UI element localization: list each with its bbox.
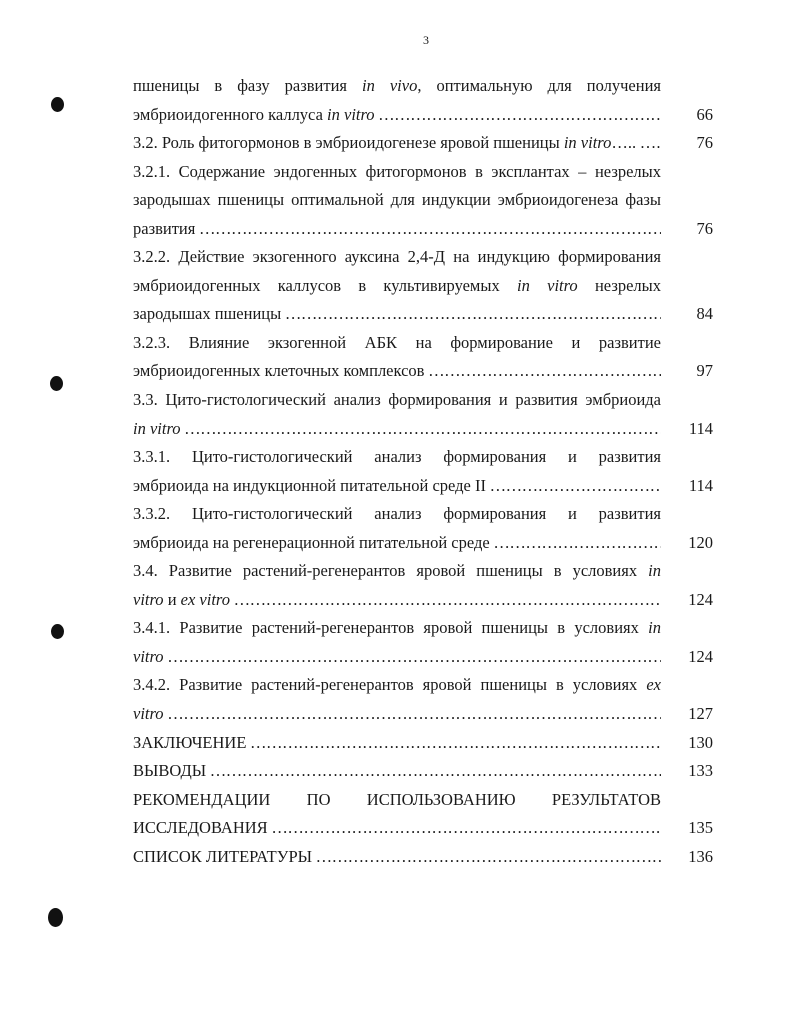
toc-text: зародышах пшеницы оптимальной для индукции эмбриоидогенеза фазы <box>133 190 661 210</box>
toc-entry-text <box>133 300 661 329</box>
toc-text: и <box>163 589 181 609</box>
toc-entry-text <box>133 586 661 615</box>
toc-line <box>133 243 713 272</box>
toc-line <box>133 500 713 529</box>
toc-page-number: 97 <box>696 361 713 381</box>
toc-line <box>133 215 713 244</box>
toc-page-number: 114 <box>688 418 713 438</box>
toc-line <box>133 386 713 415</box>
toc-text: ИССЛЕДОВАНИЯ <box>133 818 268 838</box>
toc-line <box>133 586 713 615</box>
toc-line <box>133 843 713 872</box>
toc-line <box>133 643 713 672</box>
toc-entry-text <box>133 272 661 301</box>
toc-entry-text <box>133 729 661 758</box>
toc-line <box>133 700 713 729</box>
toc-text: незрелых <box>577 275 661 295</box>
toc-page-number: 76 <box>696 218 713 238</box>
toc-page-number: 130 <box>688 732 713 752</box>
toc-italic-text: ex vitro <box>180 589 230 609</box>
toc-line <box>133 101 713 130</box>
binding-hole-1 <box>51 97 64 112</box>
toc-entry-text <box>133 357 661 386</box>
binding-hole-2 <box>50 376 63 391</box>
toc-line <box>133 729 713 758</box>
toc-line <box>133 557 713 586</box>
toc-line <box>133 357 713 386</box>
binding-hole-3 <box>51 624 64 639</box>
toc-page-number: 127 <box>688 704 713 724</box>
toc-text: зародышах пшеницы <box>133 304 282 324</box>
toc-entry-text <box>133 700 661 729</box>
toc-entry-text <box>133 386 661 415</box>
toc-text: 3.2.1. Содержание эндогенных фитогормонов в эксплантах – незрелых <box>133 161 661 181</box>
toc-italic-text: in vitro <box>327 104 375 124</box>
toc-text: 3.4.1. Развитие растений-регенерантов яровой пшеницы в условиях <box>133 618 649 638</box>
toc-page-number: 135 <box>688 818 713 838</box>
toc-text: 3.3.1. Цито-гистологический анализ формирования и развития <box>133 447 661 467</box>
toc-text: РЕКОМЕНДАЦИИ ПО ИСПОЛЬЗОВАНИЮ РЕЗУЛЬТАТОВ <box>133 789 661 809</box>
toc-page-number: 136 <box>688 846 713 866</box>
toc-entry-text <box>133 443 661 472</box>
toc-text: эмбриоида на регенерационной питательной среде <box>133 532 490 552</box>
toc-text: 3.4. Развитие растений-регенерантов яровой пшеницы в условиях <box>133 561 649 581</box>
toc-line <box>133 671 713 700</box>
toc-text: 3.2. Роль фитогормонов в эмбриоидогенезе яровой пшеницы <box>133 133 564 153</box>
toc-italic-text: vitro <box>133 704 164 724</box>
toc-entry-text <box>133 643 661 672</box>
toc-line <box>133 529 713 558</box>
toc-italic-text: in vitro <box>133 418 181 438</box>
toc-entry-text <box>133 814 661 843</box>
toc-line <box>133 614 713 643</box>
table-of-contents <box>133 72 713 871</box>
toc-page-number: 133 <box>688 761 713 781</box>
toc-page-number: 114 <box>688 475 713 495</box>
toc-text: ВЫВОДЫ <box>133 761 207 781</box>
binding-hole-4 <box>48 908 63 927</box>
toc-text: эмбриоидогенного каллуса <box>133 104 328 124</box>
toc-text: 3.3. Цито-гистологический анализ формирования и развития эмбриоида <box>133 390 661 410</box>
toc-entry-text <box>133 158 661 187</box>
toc-line <box>133 443 713 472</box>
toc-italic-text: in vitro <box>517 275 578 295</box>
toc-entry-text <box>133 415 661 444</box>
toc-line <box>133 272 713 301</box>
toc-text: ….. <box>611 133 637 153</box>
toc-line <box>133 415 713 444</box>
toc-entry-text <box>133 786 661 815</box>
toc-line <box>133 129 713 158</box>
toc-text: 3.4.2. Развитие растений-регенерантов яровой пшеницы в условиях <box>133 675 647 695</box>
toc-text: эмбриоида на индукционной питательной среде II <box>133 475 486 495</box>
toc-text: СПИСОК ЛИТЕРАТУРЫ <box>133 846 313 866</box>
toc-text: ЗАКЛЮЧЕНИЕ <box>133 732 247 752</box>
toc-italic-text: vitro <box>133 646 164 666</box>
toc-entry-text <box>133 671 661 700</box>
toc-text: 3.3.2. Цито-гистологический анализ формирования и развития <box>133 504 661 524</box>
toc-text: развития <box>133 218 196 238</box>
toc-italic-text: in vivo <box>362 76 418 95</box>
toc-line <box>133 158 713 187</box>
toc-text: 3.2.2. Действие экзогенного ауксина 2,4-Д на индукцию формирования <box>133 247 661 267</box>
toc-line <box>133 757 713 786</box>
toc-italic-text: in vitro <box>563 133 612 153</box>
toc-entry-text <box>133 757 661 786</box>
toc-italic-text: in <box>648 618 661 638</box>
toc-entry-text <box>133 472 661 501</box>
toc-entry-text <box>133 614 661 643</box>
toc-entry-text <box>133 186 661 215</box>
toc-text: эмбриоидогенных клеточных комплексов <box>133 361 425 381</box>
toc-line <box>133 329 713 358</box>
toc-italic-text: in <box>648 561 661 581</box>
toc-entry-text <box>133 329 661 358</box>
toc-entry-text <box>133 243 661 272</box>
toc-entry-text <box>133 101 661 130</box>
toc-italic-text: vitro <box>133 589 164 609</box>
toc-text: , оптимальную для получения <box>417 76 661 95</box>
toc-line <box>133 186 713 215</box>
toc-line <box>133 300 713 329</box>
toc-page-number: 84 <box>696 304 713 324</box>
toc-entry-text <box>133 843 661 872</box>
toc-text: эмбриоидогенных каллусов в культивируемых <box>133 275 517 295</box>
toc-entry-text <box>133 72 661 101</box>
toc-page-number: 120 <box>688 532 713 552</box>
toc-entry-text <box>133 557 661 586</box>
toc-text: 3.2.3. Влияние экзогенной АБК на формирование и развитие <box>133 332 661 352</box>
toc-page-number: 124 <box>688 589 713 609</box>
page-number: 3 <box>423 33 429 47</box>
toc-page-number: 66 <box>696 104 713 124</box>
toc-entry-text <box>133 500 661 529</box>
toc-italic-text: ex <box>646 675 661 695</box>
toc-line <box>133 786 713 815</box>
toc-entry-text <box>133 215 661 244</box>
toc-line <box>133 72 713 101</box>
toc-line <box>133 814 713 843</box>
toc-line <box>133 472 713 501</box>
toc-entry-text <box>133 529 661 558</box>
toc-page-number: 124 <box>688 646 713 666</box>
toc-page-number: 76 <box>696 133 713 153</box>
toc-entry-text <box>133 129 661 158</box>
toc-text: пшеницы в фазу развития <box>133 76 363 95</box>
